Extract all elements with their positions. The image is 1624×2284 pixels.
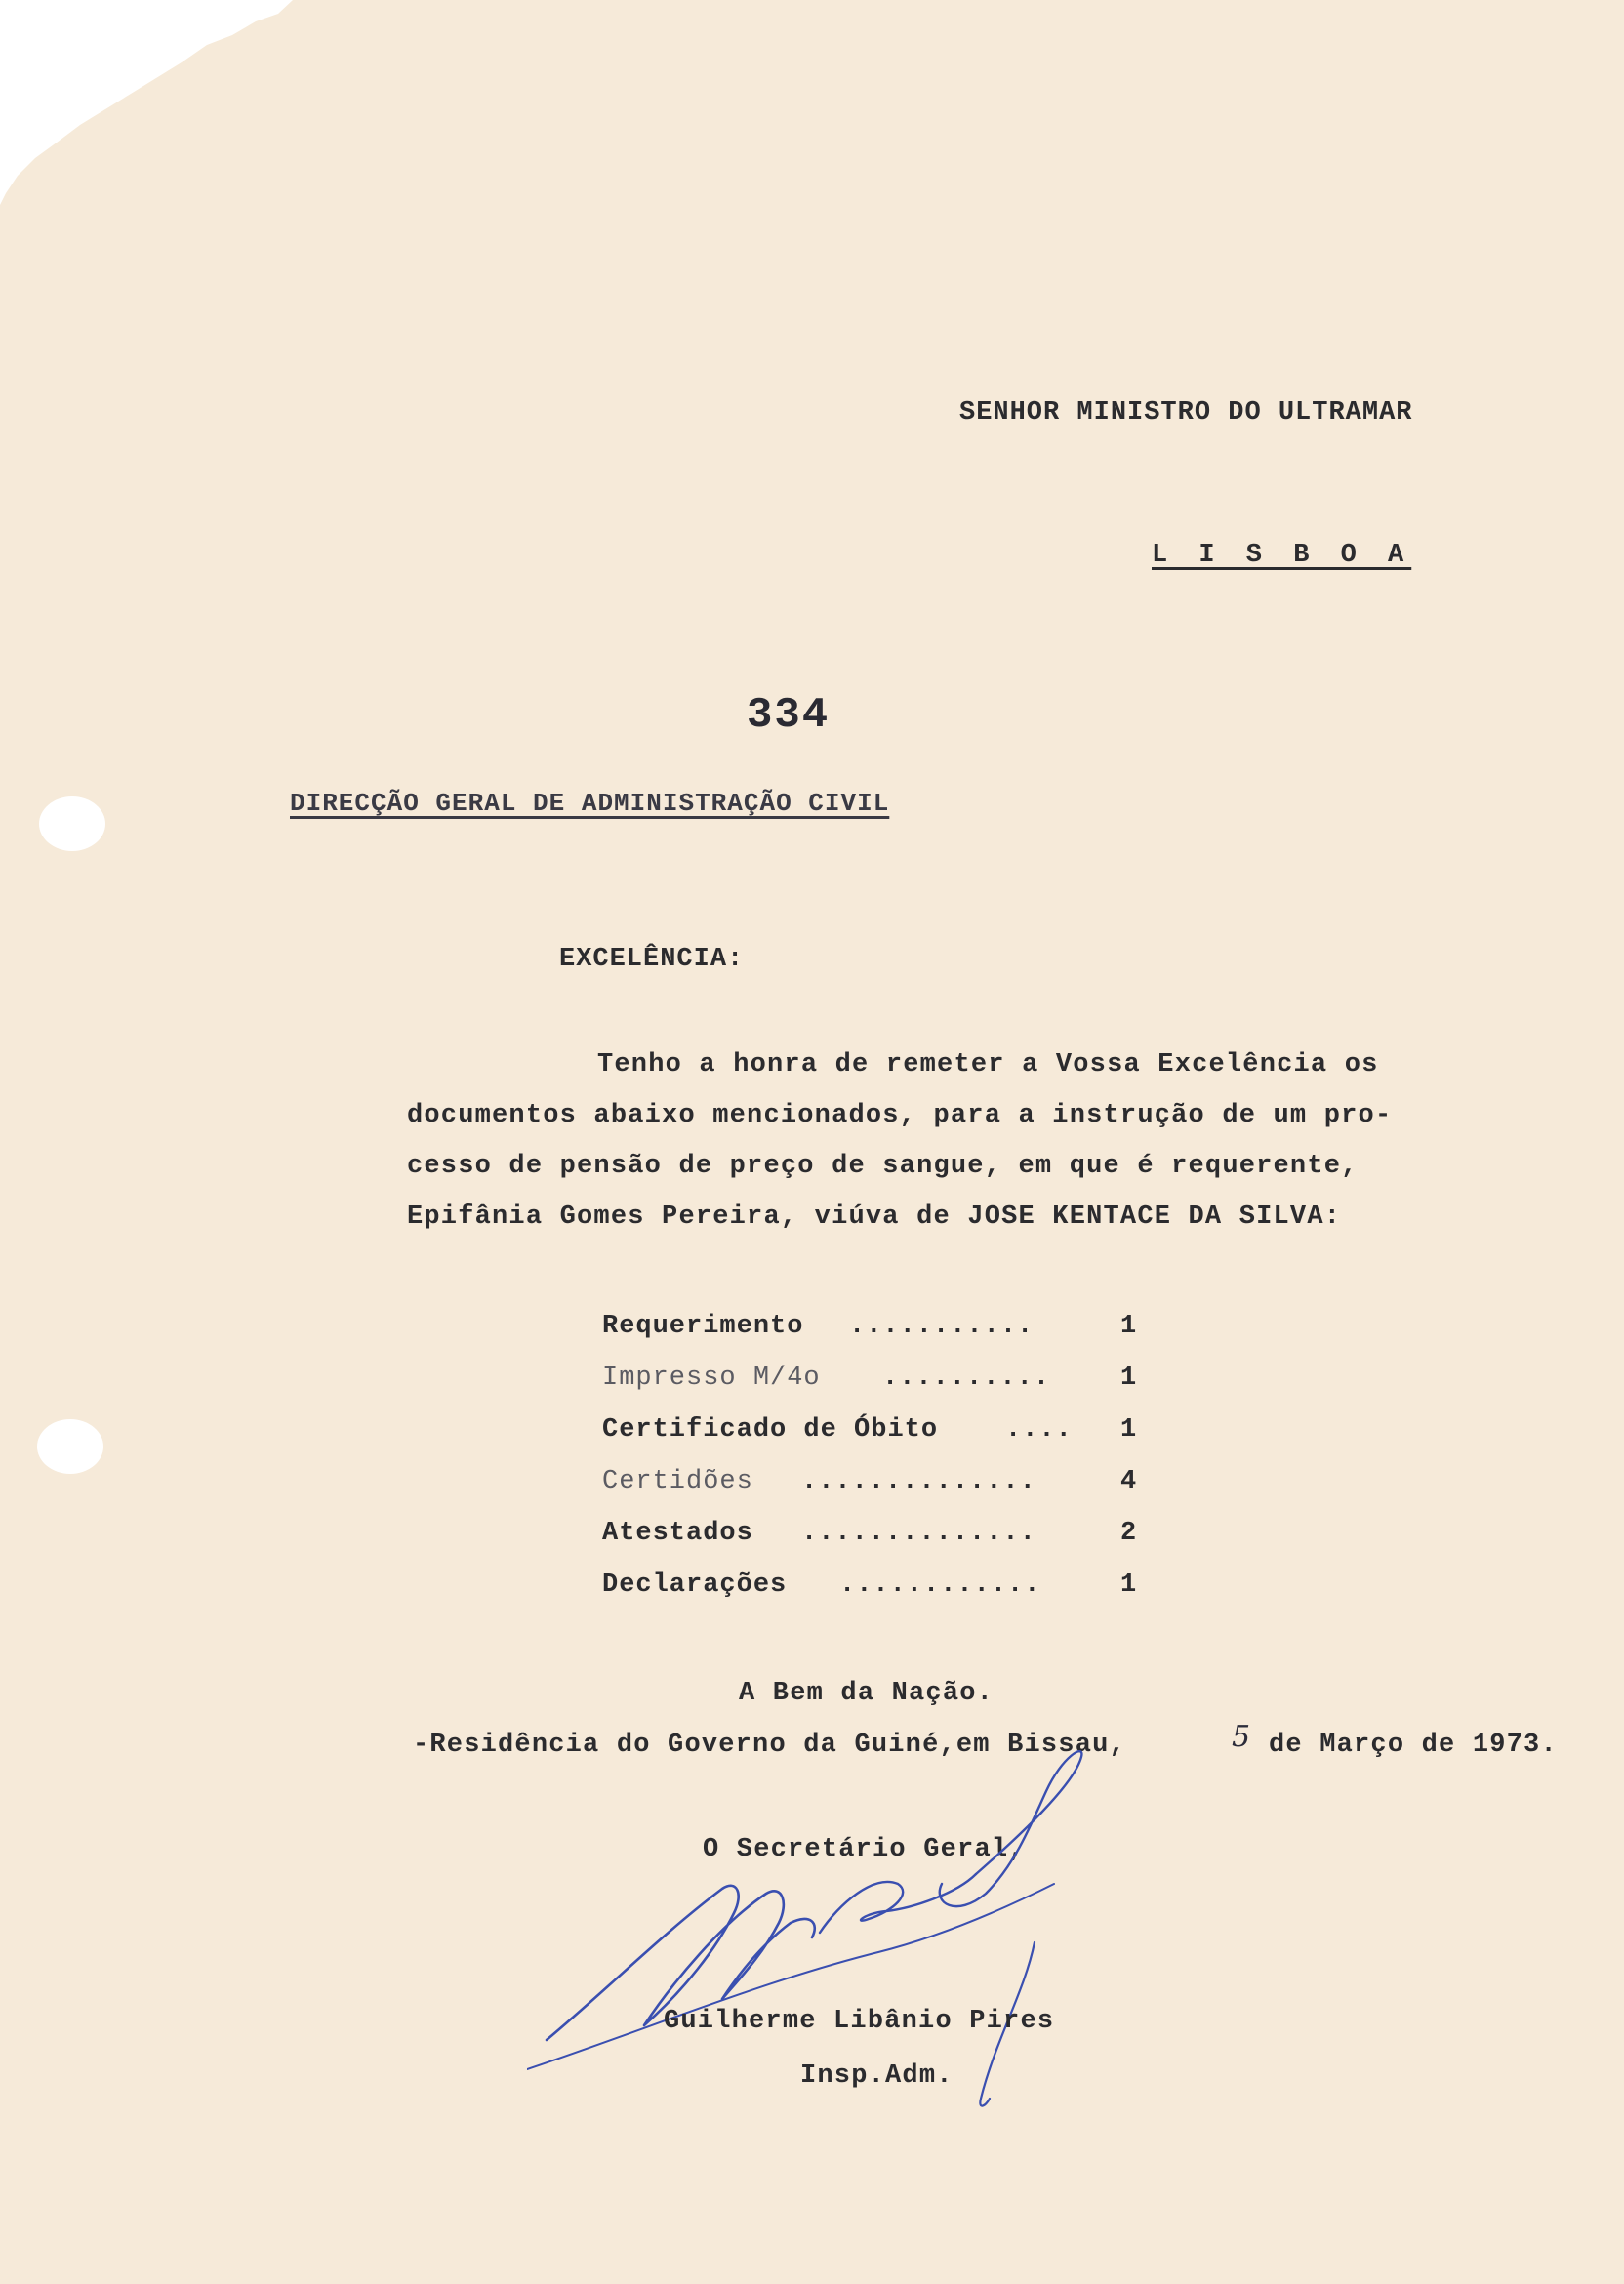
list-item-name: Declarações	[602, 1570, 788, 1600]
list-item-name: Certificado de Óbito	[602, 1415, 939, 1445]
handwritten-day: 5	[1232, 1720, 1252, 1754]
list-item-dots: ............	[839, 1570, 1041, 1600]
list-item-name: Impresso M/4o	[602, 1364, 821, 1393]
list-item-qty: 1	[1120, 1312, 1138, 1341]
list-item-dots: ...........	[849, 1312, 1035, 1341]
recipient-title: SENHOR MINISTRO DO ULTRAMAR	[959, 398, 1413, 428]
signatory-name: Guilherme Libânio Pires	[664, 2007, 1055, 2036]
list-item-qty: 1	[1120, 1570, 1138, 1600]
body-line-1: Tenho a honra de remeter a Vossa Excelência os	[597, 1050, 1379, 1080]
body-line-4: Epifânia Gomes Pereira, viúva de JOSE KENTACE DA SILVA:	[407, 1203, 1342, 1232]
recipient-city: L I S B O A	[1152, 541, 1412, 570]
list-item-name: Certidões	[602, 1467, 753, 1496]
list-item-qty: 4	[1120, 1467, 1138, 1496]
list-item-dots: ..............	[801, 1467, 1036, 1496]
salutation: EXCELÊNCIA:	[559, 945, 745, 974]
list-item-qty: 1	[1120, 1415, 1138, 1445]
list-item-name: Atestados	[602, 1519, 753, 1548]
list-item-dots: ....	[1005, 1415, 1073, 1445]
body-line-3: cesso de pensão de preço de sangue, em que é requerente,	[407, 1152, 1359, 1181]
place-date-prefix: -Residência do Governo da Guiné,em Bissau,	[413, 1731, 1126, 1760]
list-item-dots: ..............	[801, 1519, 1036, 1548]
place-date-suffix: de Março de 1973.	[1269, 1731, 1558, 1760]
body-line-2: documentos abaixo mencionados, para a instrução de um pro-	[407, 1101, 1393, 1130]
closing-motto: A Bem da Nação.	[739, 1679, 995, 1708]
torn-corner	[0, 0, 312, 215]
punch-hole-lower	[37, 1419, 103, 1474]
punch-hole-upper	[39, 796, 105, 851]
signatory-role: O Secretário Geral,	[703, 1835, 1026, 1864]
list-item-dots: ..........	[882, 1364, 1051, 1393]
department-heading: DIRECÇÃO GERAL DE ADMINISTRAÇÃO CIVIL	[290, 789, 890, 818]
list-item-name: Requerimento	[602, 1312, 804, 1341]
reference-number: 334	[747, 691, 831, 740]
list-item-qty: 1	[1120, 1364, 1138, 1393]
signatory-rank: Insp.Adm.	[800, 2061, 954, 2091]
list-item-qty: 2	[1120, 1519, 1138, 1548]
